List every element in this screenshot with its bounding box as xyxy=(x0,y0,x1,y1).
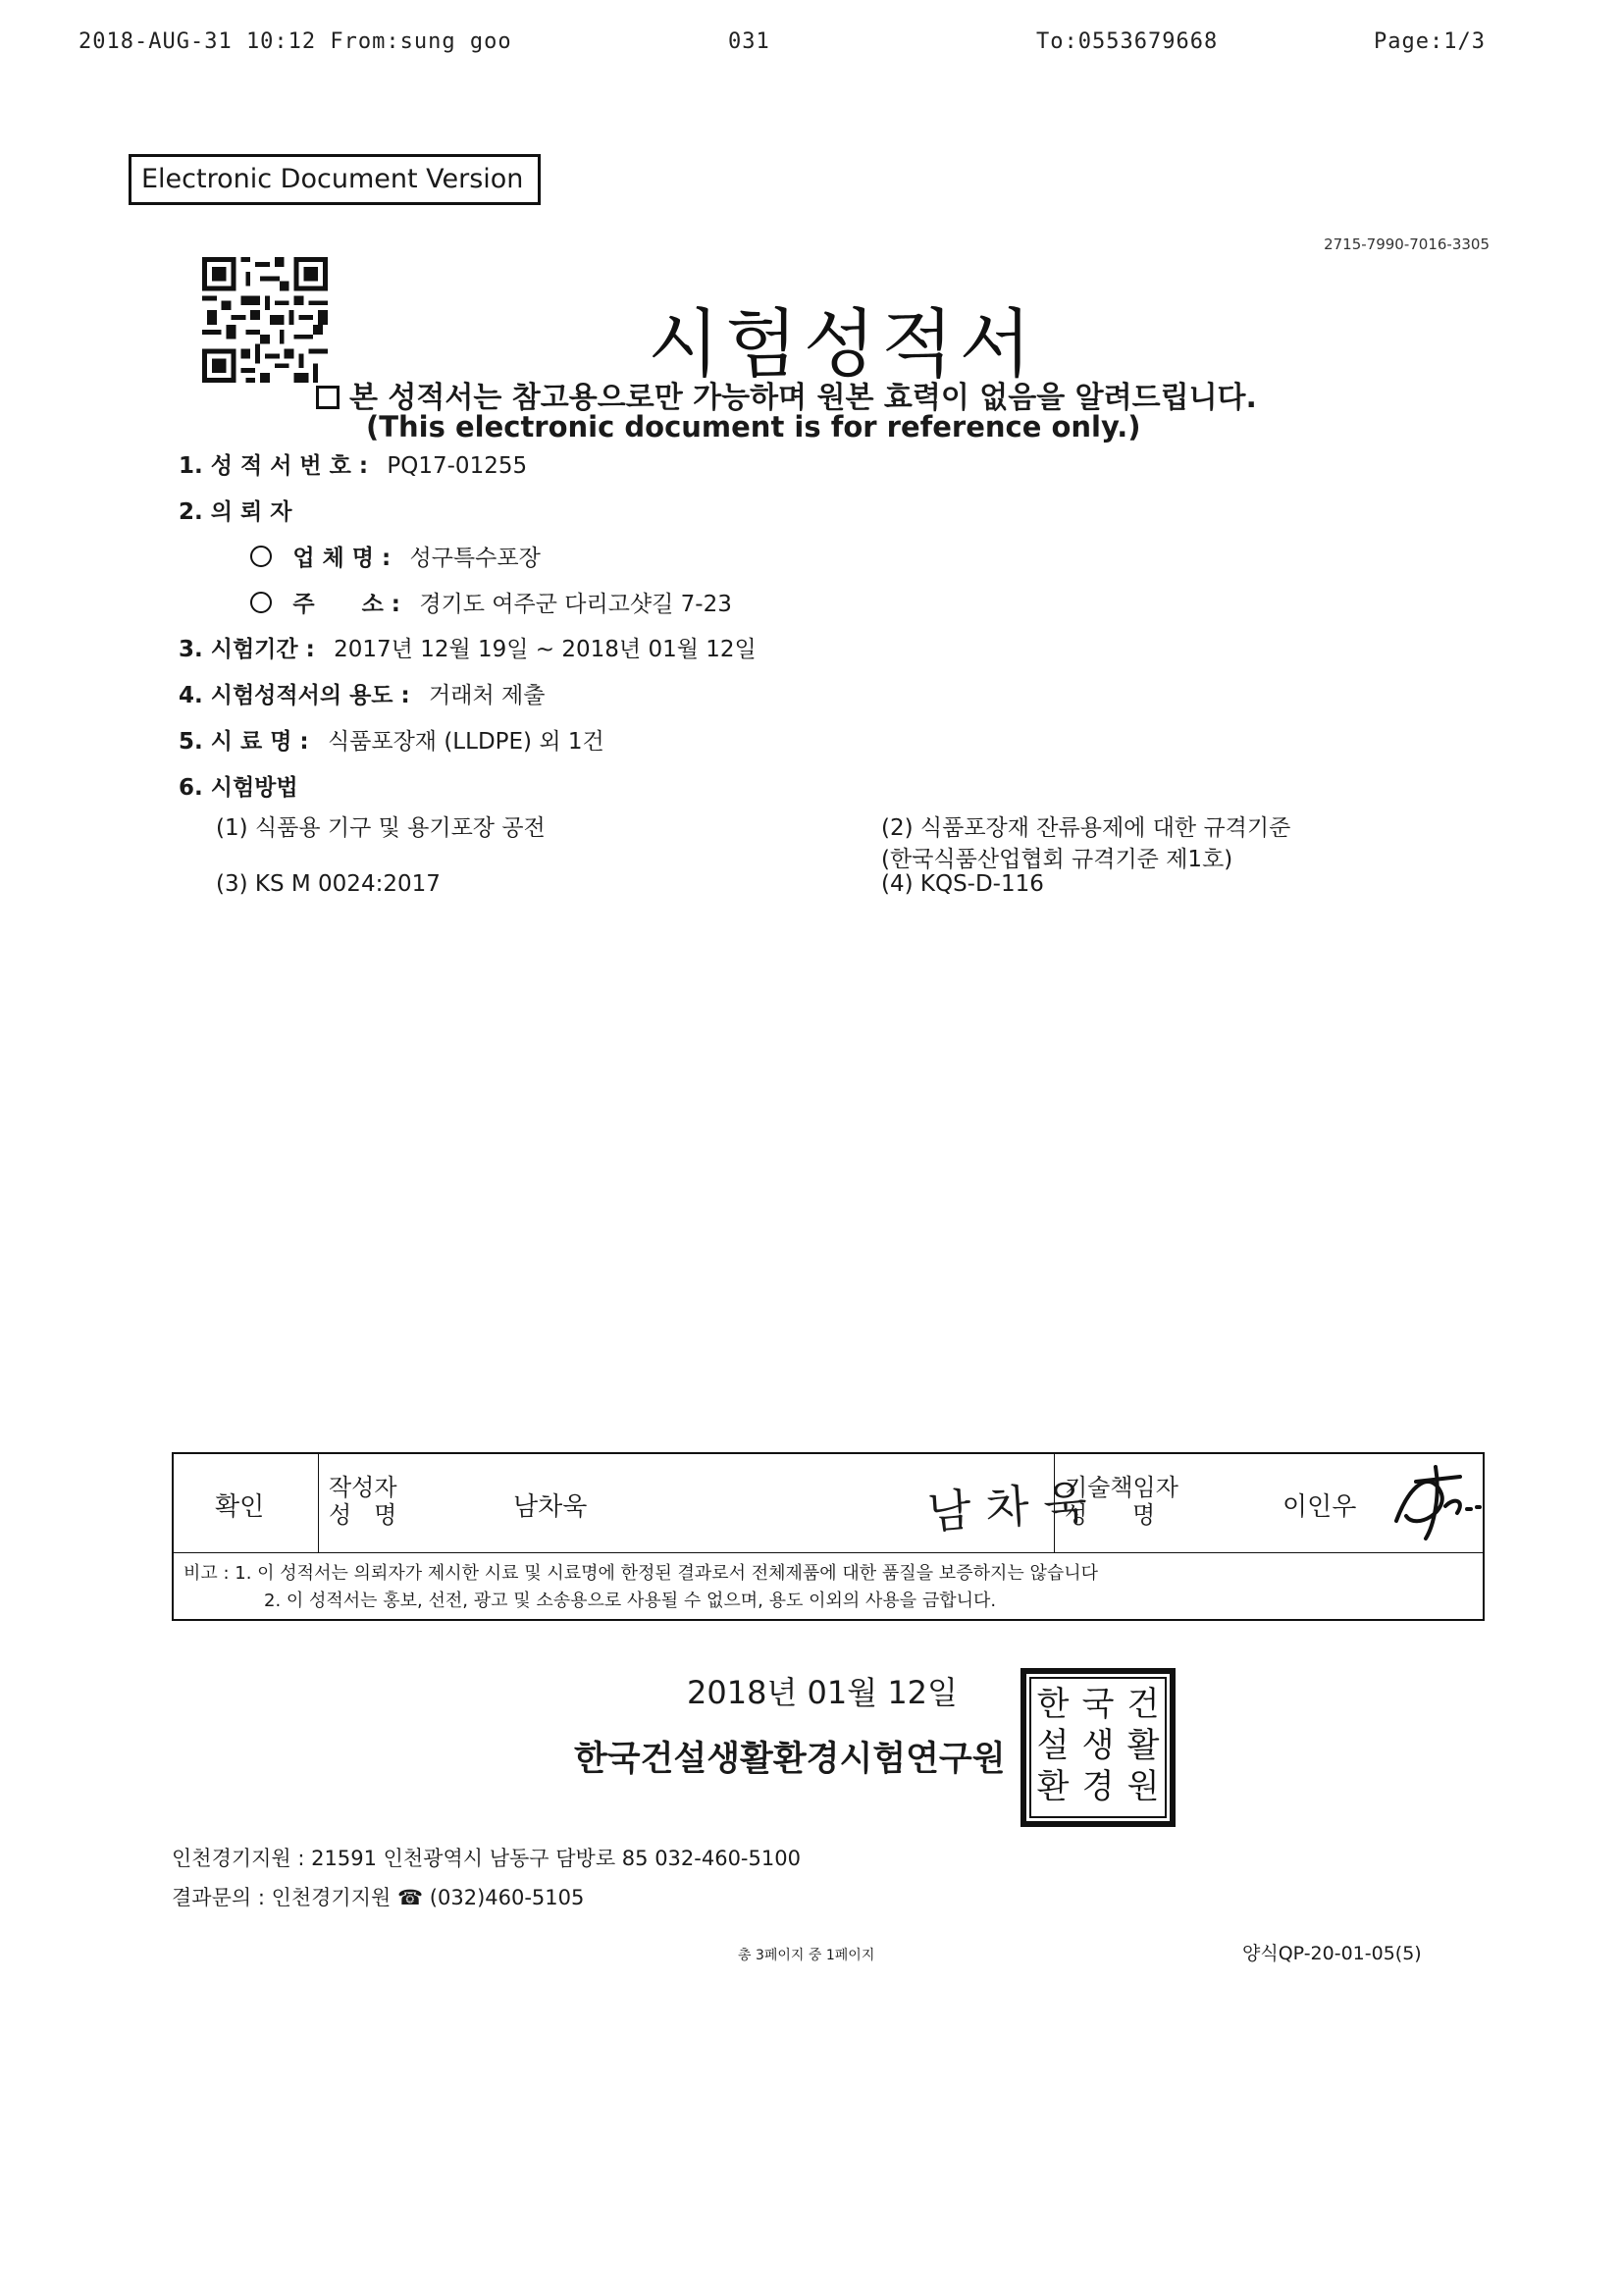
remarks xyxy=(183,1560,1098,1615)
electronic-version-label: Electronic Document Version xyxy=(129,154,541,205)
author-name: 남차욱 xyxy=(513,1492,588,1522)
notice-english: (This electronic document is for reference only.) xyxy=(366,410,1141,444)
author-label: 작성자 xyxy=(329,1474,397,1501)
fax-recipient: To:0553679668 xyxy=(1036,29,1219,54)
form-number: 양식QP-20-01-05(5) xyxy=(1242,1943,1422,1964)
official-seal-icon xyxy=(1020,1668,1176,1827)
svg-text:국: 국 xyxy=(1081,1685,1115,1724)
author-cell xyxy=(319,1454,1089,1552)
purpose-label: 4. 시험성적서의 용도 : xyxy=(179,683,410,708)
signature-row xyxy=(174,1454,1483,1553)
author-signature: 남 차 욱 xyxy=(925,1475,1089,1539)
fax-page: Page:1/3 xyxy=(1374,29,1486,54)
issue-date: 2018년 01월 12일 xyxy=(687,1674,958,1711)
method-row xyxy=(179,769,298,802)
sample-name: 식품포장재 (LLDPE) 외 1건 xyxy=(327,729,604,755)
period-label: 3. 시험기간 : xyxy=(179,637,315,662)
svg-text:생: 생 xyxy=(1081,1726,1115,1765)
method-4: (4) KQS-D-116 xyxy=(881,871,1044,897)
company-row xyxy=(250,540,541,572)
company-name: 성구특수포장 xyxy=(409,546,541,571)
document-title: 시험성적서 xyxy=(648,300,1038,388)
address: 경기도 여주군 다리고샷길 7-23 xyxy=(419,592,732,617)
report-number-row xyxy=(179,447,527,480)
test-period: 2017년 12월 19일 ~ 2018년 01월 12일 xyxy=(334,637,757,662)
report-number-label: 1. 성 적 서 번 호 : xyxy=(179,453,369,479)
document-id: 2715-7990-7016-3305 xyxy=(1324,235,1490,253)
branch-info: 인천경기지원 : 21591 인천광역시 남동구 담방로 85 032-460-5100 xyxy=(172,1847,801,1870)
checkbox-icon xyxy=(316,386,340,409)
tech-manager-cell xyxy=(1055,1454,1487,1552)
purpose: 거래처 제출 xyxy=(429,683,546,708)
confirm-label: 확인 xyxy=(215,1492,265,1522)
method-2: (2) 식품포장재 잔류용제에 대한 규격기준 xyxy=(881,815,1291,841)
requester-row xyxy=(179,494,291,526)
qr-code-icon xyxy=(201,257,329,383)
svg-text:원: 원 xyxy=(1126,1767,1160,1806)
confirm-cell xyxy=(174,1454,319,1552)
svg-text:한: 한 xyxy=(1036,1685,1070,1724)
circle-bullet-icon xyxy=(250,546,272,567)
sample-row xyxy=(179,723,604,756)
svg-text:설: 설 xyxy=(1036,1726,1070,1765)
address-label: 주 소 : xyxy=(292,592,400,617)
company-label: 업 체 명 : xyxy=(292,546,392,571)
fax-datetime: 2018-AUG-31 10:12 From:sung goo xyxy=(78,29,512,54)
method-2-note: (한국식품산업협회 규격기준 제1호) xyxy=(881,847,1233,872)
remark-2: 2. 이 성적서는 홍보, 선전, 광고 및 소송용으로 사용될 수 없으며, 용도 이외의 사용을 금합니다. xyxy=(264,1591,997,1611)
requester-label: 2. 의 뢰 자 xyxy=(179,499,292,525)
inquiry-info: 결과문의 : 인천경기지원 ☎ (032)460-5105 xyxy=(172,1886,585,1909)
period-row xyxy=(179,631,757,663)
method-label: 6. 시험방법 xyxy=(179,775,298,801)
circle-bullet-icon xyxy=(250,592,272,613)
purpose-row xyxy=(179,677,545,709)
svg-text:활: 활 xyxy=(1126,1726,1160,1765)
method-3: (3) KS M 0024:2017 xyxy=(216,871,441,897)
remark-1: 비고 : 1. 이 성적서는 의뢰자가 제시한 시료 및 시료명에 한정된 결과로서 전체제품에 대한 품질을 보증하지는 않습니다 xyxy=(183,1563,1099,1584)
sample-label: 5. 시 료 명 : xyxy=(179,729,309,755)
signature-table xyxy=(172,1452,1485,1621)
fax-code: 031 xyxy=(728,29,770,54)
tech-manager-signature xyxy=(1387,1462,1485,1542)
notice-korean-text: 본 성적서는 참고용으로만 가능하며 원본 효력이 없음을 알려드립니다. xyxy=(349,381,1257,415)
address-row xyxy=(250,586,732,618)
svg-text:경: 경 xyxy=(1081,1767,1115,1806)
svg-text:건: 건 xyxy=(1126,1685,1160,1724)
organization-name: 한국건설생활환경시험연구원 xyxy=(574,1740,1006,1779)
method-1: (1) 식품용 기구 및 용기포장 공전 xyxy=(216,815,546,841)
report-number: PQ17-01255 xyxy=(387,453,528,479)
tech-manager-label-name: 성 명 xyxy=(1065,1501,1156,1529)
svg-text:환: 환 xyxy=(1036,1767,1070,1806)
author-label-name: 성 명 xyxy=(329,1501,397,1529)
page-count: 총 3페이지 중 1페이지 xyxy=(738,1948,875,1963)
tech-manager-label: 기술책임자 xyxy=(1065,1474,1178,1501)
tech-manager-name: 이인우 xyxy=(1282,1492,1357,1522)
